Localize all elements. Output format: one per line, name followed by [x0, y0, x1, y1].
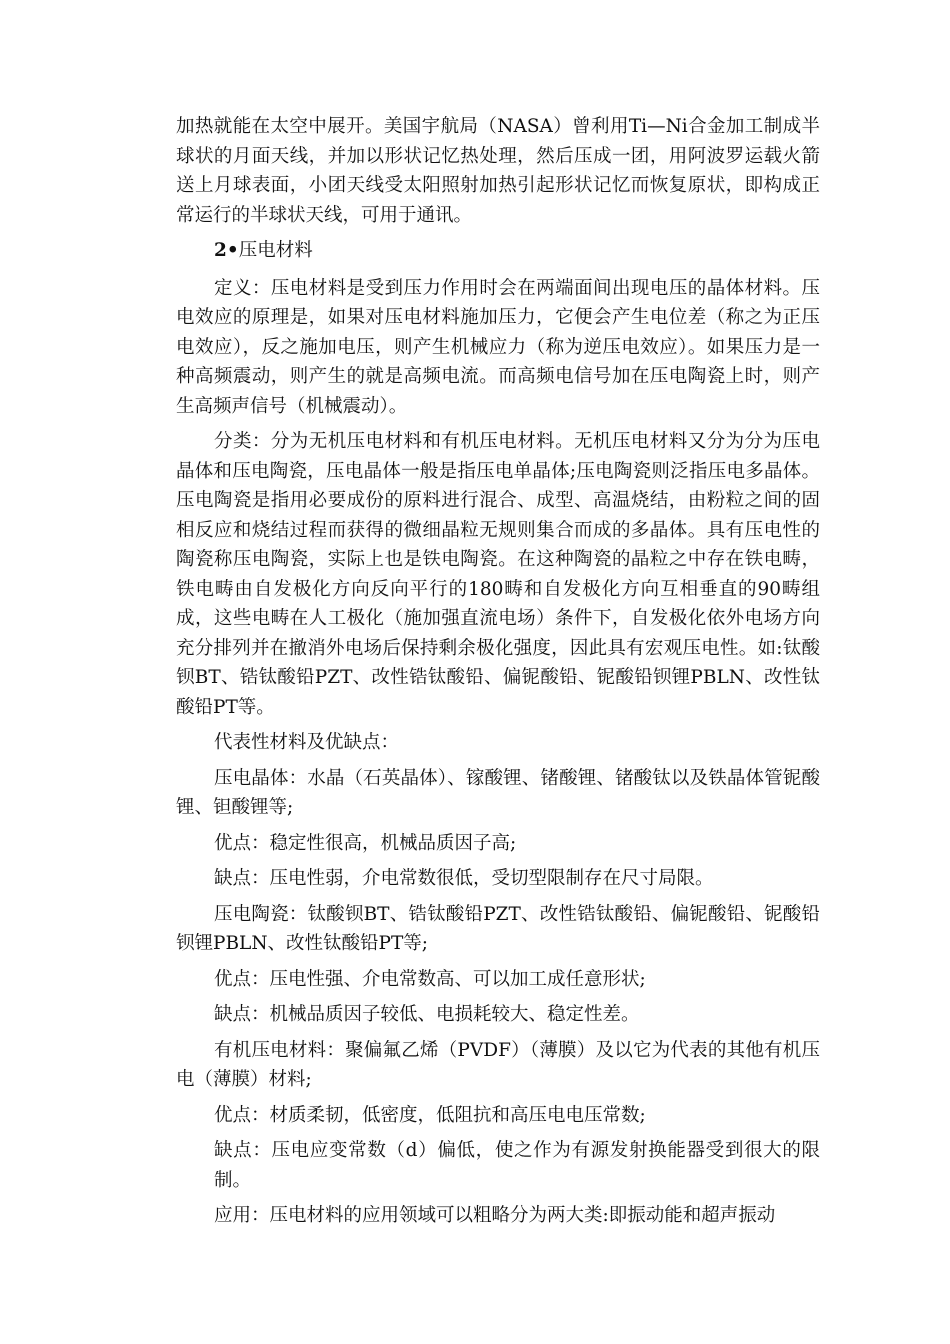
paragraph-crystal-cons: 缺点：压电性弱，介电常数很低，受切型限制存在尺寸局限。 [214, 868, 714, 889]
paragraph-crystal-pros: 优点：稳定性很高，机械品质因子高; [214, 832, 517, 854]
paragraph-ceramic: 压电陶瓷：钛酸钡BT、锆钛酸铅PZT、改性锆钛酸铅、偏铌酸铅、铌酸铅钡锂PBLN、改性钛酸铅PT等; [176, 903, 820, 954]
paragraph-definition: 定义：压电材料是受到压力作用时会在两端面间出现电压的晶体材料。压电效应的原理是，如果对压电材料施加压力，它便会产生电位差（称之为正压电效应），反之施加电压，则产生机械应力（称为逆压电效应）。如果压力是一种高频震动，则产生的就是高频电流。而高频电信号加在压电陶瓷上时，则产生高频声信号（机械震动）。 [176, 277, 820, 417]
paragraph-ceramic-pros: 优点：压电性强、介电常数高、可以加工成任意形状; [214, 968, 646, 990]
paragraph-organic-cons: 缺点：压电应变常数（d）偏低，使之作为有源发射换能器受到很大的限制。 [214, 1140, 820, 1191]
paragraph-intro: 加热就能在太空中展开。美国宇航局（NASA）曾利用Ti—Ni合金加工制成半球状的月面天线，并加以形状记忆热处理，然后压成一团，用阿波罗运载火箭送上月球表面，小团天线受太阳照射加热引起形状记忆而恢复原状，即构成正常运行的半球状天线，可用于通讯。 [176, 116, 820, 226]
paragraph-ceramic-cons: 缺点：机械品质因子较低、电损耗较大、稳定性差。 [214, 1004, 640, 1025]
paragraph-organic: 有机压电材料：聚偏氟乙烯（PVDF）（薄膜）及以它为代表的其他有机压电（薄膜）材料; [176, 1039, 820, 1090]
section-number: 2• [214, 240, 239, 261]
document-page [176, 112, 820, 1237]
section-title: 压电材料 [238, 240, 313, 261]
section-heading [176, 236, 820, 266]
paragraph-representative: 代表性材料及优缺点： [214, 732, 400, 753]
paragraph-application: 应用：压电材料的应用领域可以粗略分为两大类:即振动能和超声振动 [214, 1205, 776, 1226]
paragraph-organic-pros: 优点：材质柔韧，低密度，低阻抗和高压电电压常数; [214, 1104, 646, 1126]
paragraph-crystal: 压电晶体：水晶（石英晶体）、镓酸锂、锗酸锂、锗酸钛以及铁晶体管铌酸锂、钽酸锂等; [176, 767, 820, 818]
paragraph-classification: 分类：分为无机压电材料和有机压电材料。无机压电材料又分为分为压电晶体和压电陶瓷，压电晶体一般是指压电单晶体;压电陶瓷则泛指压电多晶体。压电陶瓷是指用必要成份的原料进行混合、成型、高温烧结，由粉粒之间的固相反应和烧结过程而获得的微细晶粒无规则集合而成的多晶体。具有压电性的陶瓷称压电陶瓷，实际上也是铁电陶瓷。在这种陶瓷的晶粒之中存在铁电畴，铁电畴由自发极化方向反向平行的180畴和自发极化方向互相垂直的90畴组成，这些电畴在人工极化（施加强直流电场）条件下，自发极化依外电场方向充分排列并在撤消外电场后保持剩余极化强度，因此具有宏观压电性。如:钛酸钡BT、锆钛酸铅PZT、改性锆钛酸铅、偏铌酸铅、铌酸铅钡锂PBLN、改性钛酸铅PT等。 [176, 431, 820, 718]
